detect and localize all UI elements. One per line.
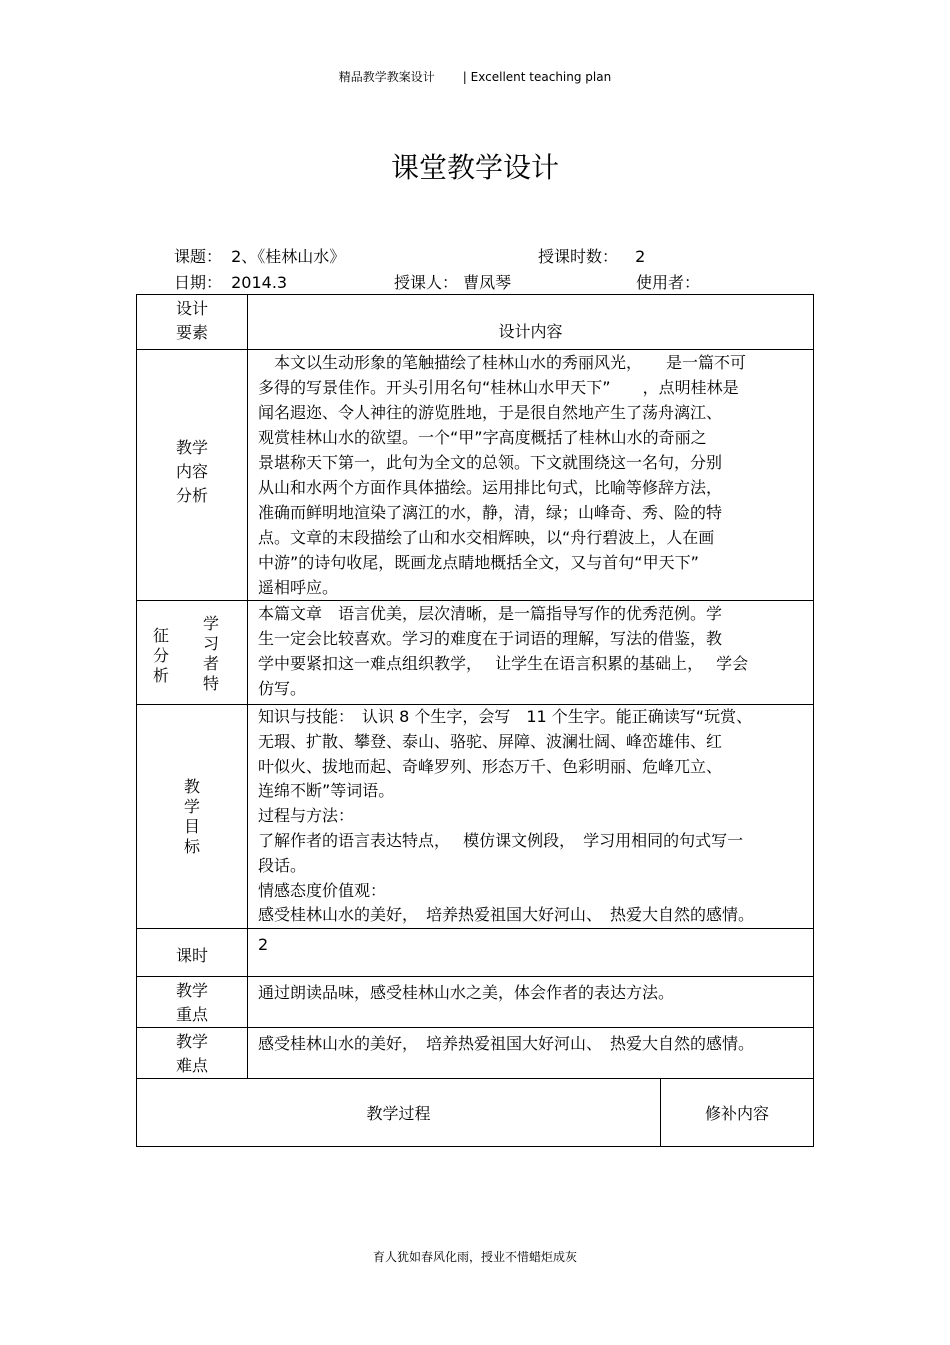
process-cell [137, 1079, 661, 1147]
goals-label-cell [137, 705, 248, 929]
key-label-cell [137, 977, 248, 1028]
goals-label-char: 学 [183, 797, 200, 816]
key-content-cell [248, 977, 814, 1028]
teacher-value: 曹凤琴 [463, 273, 512, 292]
analysis-label-2: 内容 [175, 462, 208, 481]
learner-content [248, 601, 814, 705]
learner-line: 学中要紧扣这一难点组织教学， 让学生在语言积累的基础上， 学会 [258, 654, 749, 673]
topic-row [174, 244, 345, 267]
process-row [137, 1079, 814, 1147]
analysis-line: 景堪称天下第一，此句为全文的总领。下文就围绕这一名句，分别 [258, 453, 723, 472]
learner-label-char: 者 [203, 654, 220, 673]
hours-row-label: 课时 [175, 946, 208, 966]
header-content-label: 设计内容 [498, 322, 563, 341]
analysis-line: 点。文章的末段描绘了山和水交相辉映，以“舟行碧波上，人在画 [258, 528, 715, 547]
difficult-label-cell [137, 1028, 248, 1079]
supplement-cell [660, 1079, 813, 1147]
difficult-label-line2: 难点 [175, 1056, 208, 1076]
process-label: 教学过程 [366, 1104, 431, 1124]
analysis-line: 多得的写景佳作。开头引用名句“桂林山水甲天下” ，点明桂林是 [258, 378, 739, 397]
header-label-line2: 要素 [175, 323, 208, 342]
goals-line: 情感态度价值观： [258, 880, 387, 900]
analysis-label-cell [137, 350, 248, 601]
goals-line: 过程与方法： [258, 806, 355, 826]
topic-label: 课题： [174, 247, 223, 266]
page-header [0, 68, 950, 85]
learner-label-char: 分 [153, 646, 170, 665]
difficult-content-cell [248, 1028, 814, 1079]
user-label: 使用者： [636, 273, 701, 292]
learner-label-char: 特 [203, 674, 220, 693]
hours-row-value: 2 [258, 935, 269, 955]
difficult-content: 感受桂林山水的美好， 培养热爱祖国大好河山、 热爱大自然的感情。 [258, 1034, 755, 1054]
date-row [174, 270, 287, 293]
analysis-line: 闻名遐迩、令人神往的游览胜地，于是很自然地产生了荡舟漓江、 [258, 403, 723, 422]
difficult-label-line1: 教学 [175, 1032, 208, 1052]
hours-row-value-cell [248, 929, 814, 977]
hours-meta [538, 244, 645, 267]
goals-line: 感受桂林山水的美好， 培养热爱祖国大好河山、 热爱大自然的感情。 [258, 905, 755, 925]
learner-label-cell [137, 601, 248, 705]
analysis-line: 从山和水两个方面作具体描绘。运用排比句式，比喻等修辞方法， [258, 478, 723, 497]
analysis-line: 准确而鲜明地渲染了漓江的水，静，清，绿；山峰奇、秀、险的特 [258, 503, 723, 522]
learner-line: 仿写。 [258, 679, 307, 698]
analysis-line: 本文以生动形象的笔触描绘了桂林山水的秀丽风光， 是一篇不可 [258, 353, 747, 372]
key-point-row [137, 977, 814, 1028]
topic-value: 2、《桂林山水》 [231, 247, 346, 266]
header-right: | Excellent teaching plan [462, 70, 612, 84]
goals-label-char: 目 [183, 817, 200, 836]
page-footer: 育人犹如春风化雨，授业不惜蜡炬成灰 [372, 1250, 577, 1264]
hours-value: 2 [635, 247, 646, 266]
goals-line: 知识与技能： 认识 8 个生字，会写 11 个生字。能正确读写“玩赏、 [258, 707, 753, 726]
analysis-line: 观赏桂林山水的欲望。一个“甲”字高度概括了桂林山水的奇丽之 [258, 428, 707, 447]
header-left: 精品教学教案设计 [338, 70, 435, 84]
learner-line: 本篇文章 语言优美，层次清晰，是一篇指导写作的优秀范例。学 [258, 604, 723, 623]
page-title: 课堂教学设计 [390, 151, 559, 184]
difficult-point-row [137, 1028, 814, 1079]
goals-line: 了解作者的语言表达特点， 模仿课文例段， 学习用相同的句式写一 [258, 830, 744, 850]
goals-line: 连绵不断”等词语。 [258, 781, 395, 801]
goals-row [137, 705, 814, 929]
analysis-line: 遥相呼应。 [258, 578, 339, 597]
analysis-row [137, 350, 814, 601]
analysis-label-3: 分析 [175, 486, 208, 505]
analysis-content [248, 350, 814, 601]
key-label-line1: 教学 [175, 981, 208, 1001]
goals-label-char: 教 [183, 777, 200, 796]
supplement-label: 修补内容 [704, 1104, 769, 1124]
goals-line: 无瑕、扩散、攀登、泰山、骆驼、屏障、波澜壮阔、峰峦雄伟、红 [258, 731, 723, 751]
key-content: 通过朗读品味，感受桂林山水之美，体会作者的表达方法。 [258, 983, 675, 1003]
goals-label-char: 标 [183, 837, 200, 856]
key-label-line2: 重点 [175, 1005, 208, 1025]
hours-row [137, 929, 814, 977]
learner-label-char: 学 [203, 614, 220, 633]
hours-label: 授课时数： [538, 247, 619, 266]
design-table [136, 294, 814, 1147]
learner-line: 生一定会比较喜欢。学习的难度在于词语的理解，写法的借鉴，教 [258, 629, 723, 648]
learner-label-char: 征 [153, 626, 170, 645]
analysis-label-1: 教学 [175, 438, 208, 457]
goals-content [248, 705, 814, 929]
date-value: 2014.3 [231, 273, 288, 292]
teacher-label: 授课人： [394, 273, 459, 292]
learner-row [137, 601, 814, 705]
analysis-line: 中游”的诗句收尾，既画龙点睛地概括全文，又与首句“甲天下” [258, 553, 699, 572]
table-header-row [137, 295, 814, 350]
header-content-cell [248, 295, 814, 350]
hours-row-label-cell [137, 929, 248, 977]
goals-line: 段话。 [258, 855, 307, 875]
goals-line: 叶似火、拔地而起、奇峰罗列、形态万千、色彩明丽、危峰兀立、 [258, 756, 723, 776]
teacher-row [394, 270, 511, 293]
date-label: 日期： [174, 273, 223, 292]
user-row [636, 270, 700, 293]
learner-label-char: 析 [153, 666, 170, 685]
header-label-line1: 设计 [175, 299, 208, 318]
learner-label-char: 习 [203, 634, 220, 653]
header-label-cell [137, 295, 248, 350]
